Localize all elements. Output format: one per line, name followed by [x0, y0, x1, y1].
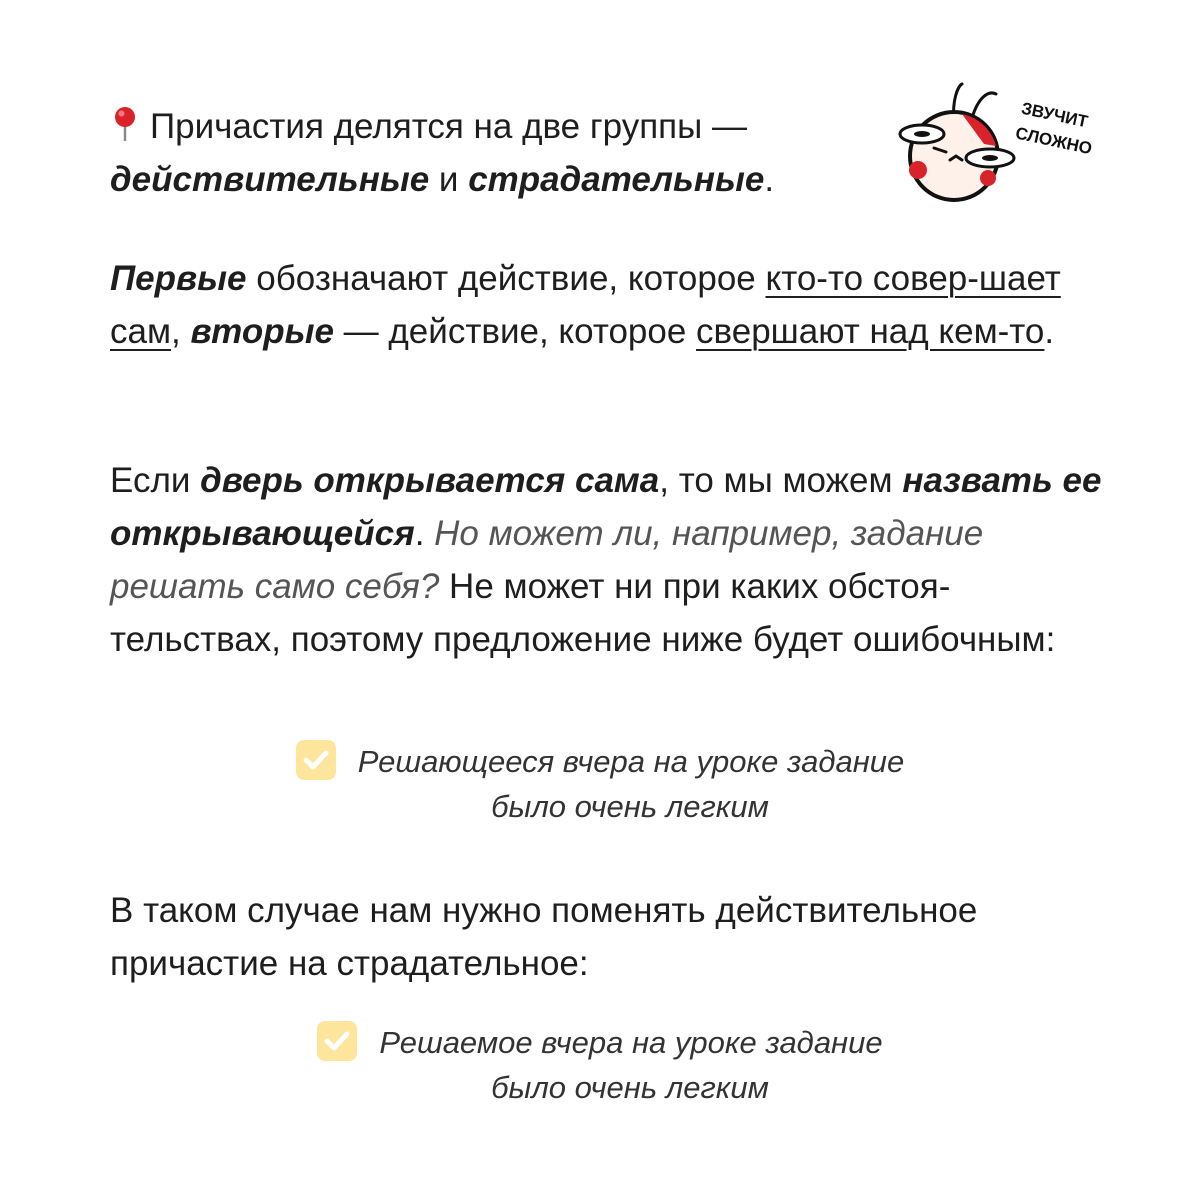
- example-text-line-1: Решающееся вчера на уроке задание: [357, 744, 905, 779]
- intro-period: .: [764, 160, 775, 199]
- explanation-text-2: , то мы можем: [659, 461, 903, 500]
- definition-text-1: обозначают действие, которое: [246, 259, 766, 298]
- round-pushpin-icon: [110, 106, 140, 142]
- underlined-phrase-1: кто-то совер-шает сам: [110, 259, 1061, 351]
- definition-paragraph: [110, 252, 1110, 358]
- italic-question: Но может ли, например, задание решать само себя?: [110, 514, 984, 606]
- bold-phrase-name: назвать ее открывающейся: [110, 461, 1102, 553]
- definition-period: .: [1044, 312, 1055, 351]
- conclusion-paragraph: В таком случае нам нужно поменять действительное причастие на страдательное:: [110, 891, 978, 983]
- term-active: действительные: [110, 160, 430, 199]
- bold-phrase-door: дверь открывается сама: [200, 461, 660, 500]
- example-line-1: [250, 739, 950, 784]
- example-text-line-1: Решаемое вчера на уроке задание: [379, 1025, 883, 1060]
- explanation-text-3: .: [414, 514, 435, 553]
- check-mark-button-icon: [296, 740, 336, 780]
- check-mark-button-icon: [317, 1021, 357, 1061]
- intro-text: Причастия делятся на две группы —: [150, 107, 747, 146]
- underlined-phrase-2: свершают над кем-то: [696, 312, 1045, 351]
- definition-text-2: — действие, которое: [333, 312, 697, 351]
- intro-paragraph: [110, 100, 830, 206]
- explanation-text-4: Не может ни при каких обстоя-тельствах, поэтому предложение ниже будет ошибочным:: [110, 567, 1056, 659]
- example-text-line-2: было очень легким: [491, 1070, 769, 1105]
- example-sentence-wrong: [250, 739, 950, 829]
- explanation-text-1: Если: [110, 461, 201, 500]
- example-line-1: [270, 1020, 930, 1065]
- term-first: Первые: [110, 259, 247, 298]
- logo-text-line-2: СЛОЖНО: [1013, 123, 1094, 159]
- definition-comma: ,: [171, 312, 191, 351]
- logo-text-line-1: ЗВУЧИТ: [1019, 98, 1090, 132]
- example-sentence-correct: [270, 1020, 930, 1110]
- example-text-line-2: было очень легким: [491, 789, 769, 824]
- intro-conjunction: и: [429, 160, 469, 199]
- term-second: вторые: [190, 312, 334, 351]
- mascot-logo: [892, 78, 1102, 208]
- example-explanation-paragraph: [110, 454, 1110, 666]
- term-passive: страдательные: [468, 160, 765, 199]
